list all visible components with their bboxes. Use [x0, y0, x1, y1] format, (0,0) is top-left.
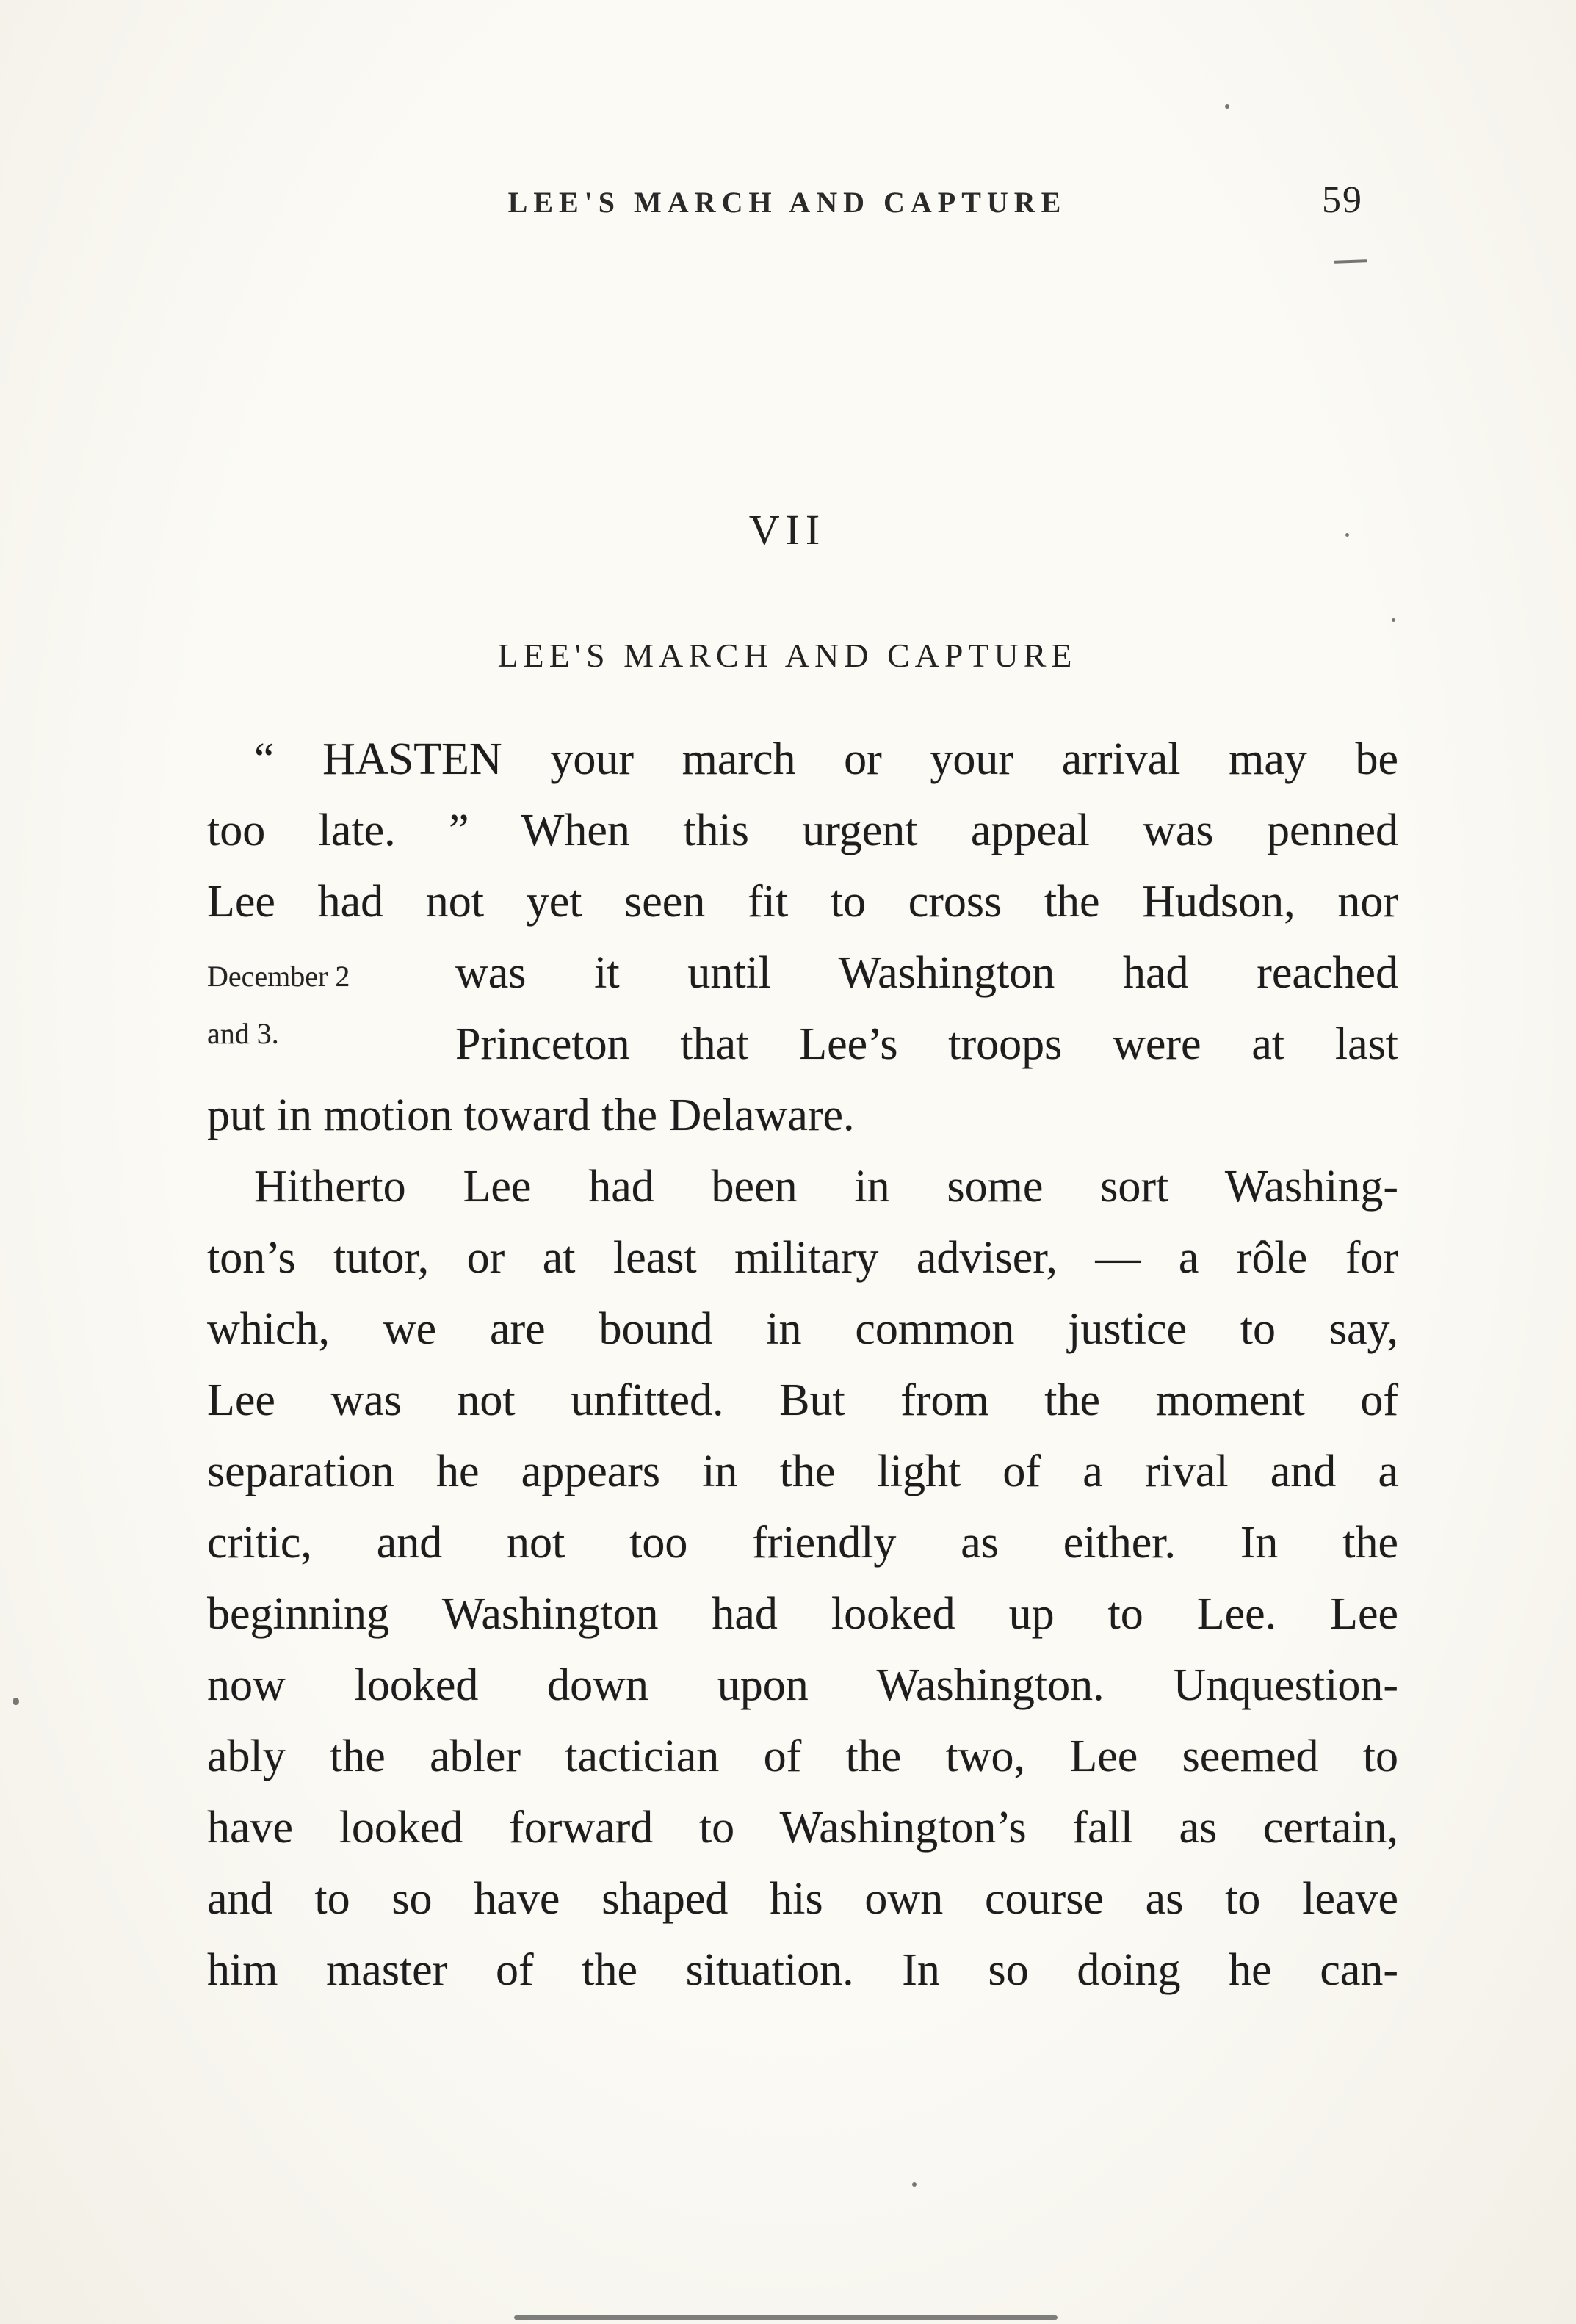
text-lines — [207, 795, 1398, 938]
scan-edge-mark — [514, 2315, 1058, 2320]
margin-note-line: and 3. — [207, 1017, 279, 1050]
body-text — [207, 724, 1398, 2006]
text-line: beginning Washington had looked up to Lee. Lee — [207, 1589, 1398, 1639]
text-line: ton’s tutor, or at least military adviser, — a rôle for — [207, 1233, 1398, 1283]
text-line: have looked forward to Washington’s fall as certain, — [207, 1803, 1398, 1853]
text-line: “ HASTEN your march or your arrival may be — [254, 734, 1398, 784]
scan-speck — [1345, 533, 1349, 537]
text-line: which, we are bound in common justice to say, — [207, 1304, 1398, 1354]
page-number: 59 — [1322, 179, 1363, 221]
note-row — [207, 938, 1398, 1080]
text-line: him master of the situation. In so doing he can- — [207, 1945, 1398, 1995]
running-title: LEE'S MARCH AND CAPTURE — [507, 186, 1067, 219]
text-line: Princeton that Lee’s troops were at last — [455, 1019, 1398, 1069]
text-line: was it until Washington had reached — [455, 948, 1398, 998]
scan-speck — [1392, 618, 1395, 622]
text-lines — [207, 1223, 1398, 2006]
text-line: too late. ” When this urgent appeal was penned — [207, 806, 1398, 855]
text-line: Hitherto Lee had been in some sort Washing- — [254, 1162, 1398, 1212]
text-line: Lee had not yet seen fit to cross the Hudson, nor — [207, 877, 1398, 927]
margin-note — [207, 948, 350, 1063]
scan-speck — [912, 2182, 917, 2187]
text-line: separation he appears in the light of a rival and a — [207, 1447, 1398, 1496]
text-line: Lee was not unfitted. But from the moment of — [207, 1375, 1398, 1425]
text-line: put in motion toward the Delaware. — [207, 1090, 855, 1140]
margin-note-line: December 2 — [207, 960, 350, 993]
chapter-number: VII — [748, 506, 826, 554]
text-line: critic, and not too friendly as either. In the — [207, 1518, 1398, 1568]
scan-mark-dash — [1334, 259, 1367, 264]
text-line: now looked down upon Washington. Unquestion- — [207, 1660, 1398, 1710]
text-lines-indented — [455, 938, 1398, 1080]
scan-speck — [1225, 104, 1229, 109]
text-line: ably the abler tactician of the two, Lee seemed to — [207, 1731, 1398, 1781]
text-line: and to so have shaped his own course as to leave — [207, 1874, 1398, 1924]
scan-speck — [13, 1698, 19, 1705]
section-title: LEE'S MARCH AND CAPTURE — [497, 637, 1077, 674]
